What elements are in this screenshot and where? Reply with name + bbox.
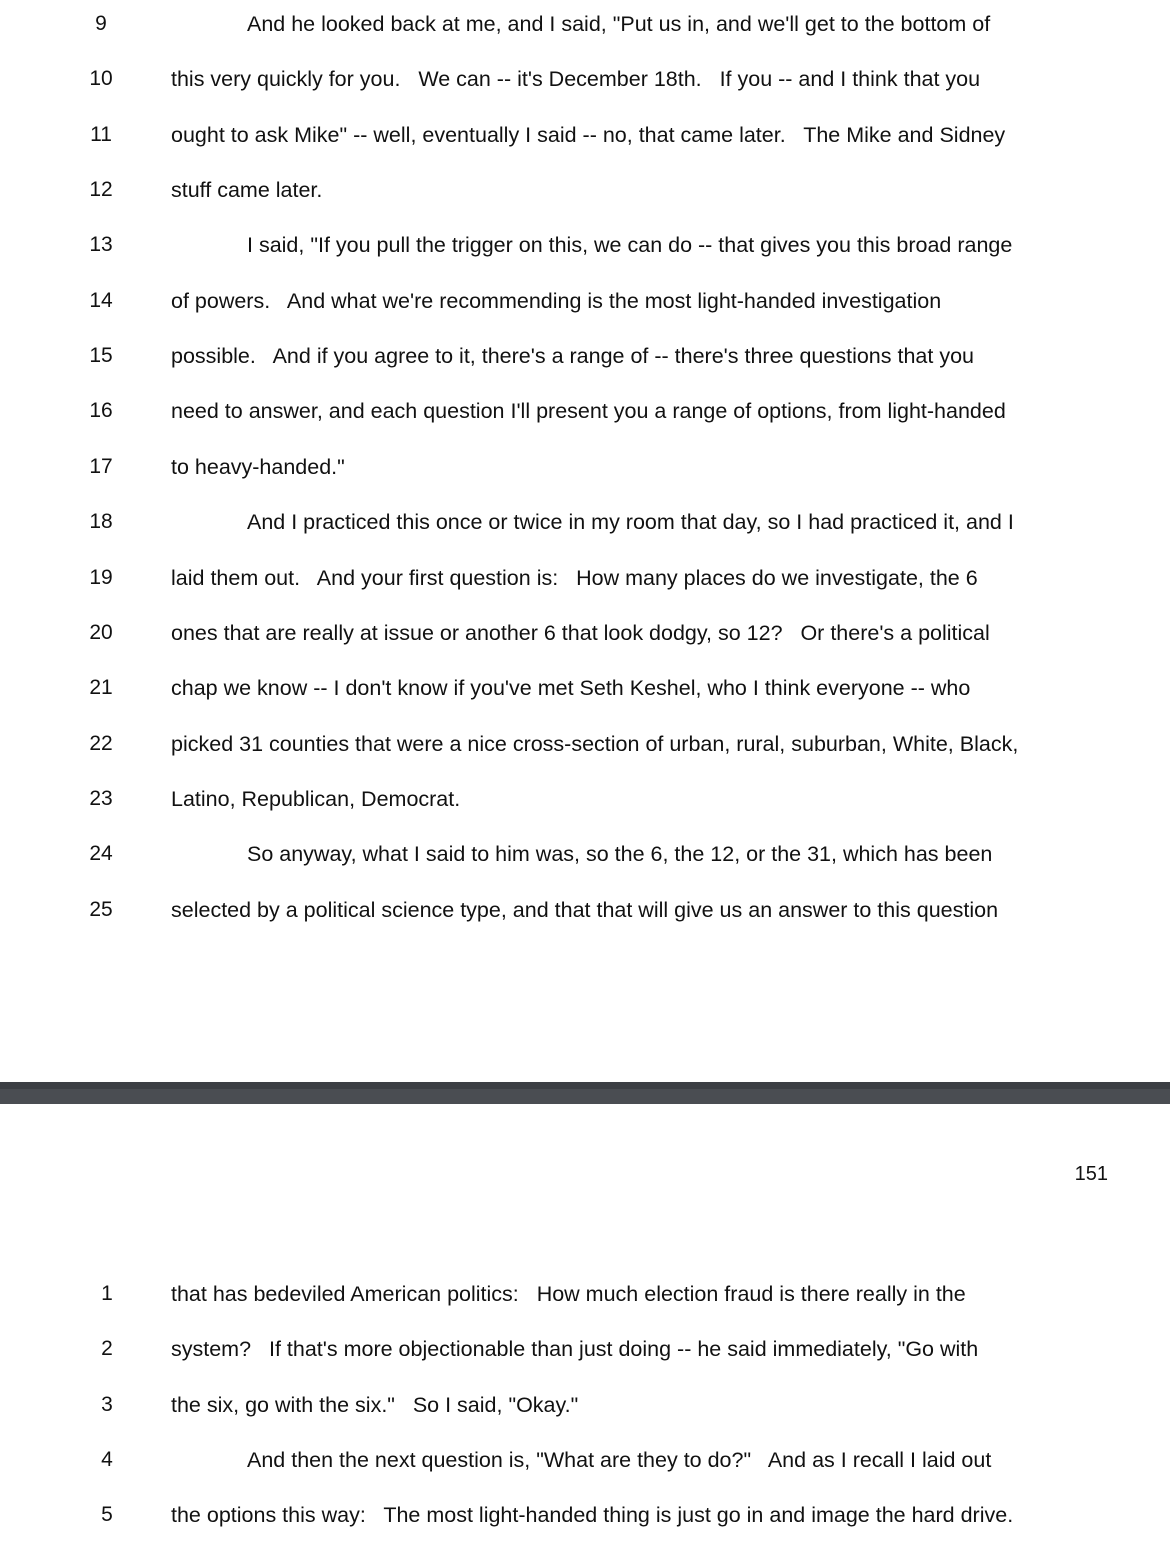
line-number: 15 [89,344,113,368]
line-text: chap we know -- I don't know if you've met Seth Keshel, who I think everyone -- who [171,676,971,701]
line-number: 18 [89,510,113,534]
line-text: And he looked back at me, and I said, "Put us in, and we'll get to the bottom of [247,12,991,36]
line-text: need to answer, and each question I'll present you a range of options, from light-handed [171,399,1006,424]
line-text: ought to ask Mike" -- well, eventually I said -- no, that came later. The Mike and Sidney [171,122,1006,147]
line-number: 4 [101,1448,113,1472]
line-number: 11 [90,122,112,146]
line-number: 10 [89,67,113,91]
line-text: the six, go with the six." So I said, "Okay." [171,1392,579,1417]
line-text: ones that are really at issue or another 6 that look dodgy, so 12? Or there's a political [171,620,990,645]
line-text: I said, "If you pull the trigger on this, we can do -- that gives you this broad range [247,233,1013,258]
transcript-line [0,1495,1170,1535]
transcript-line [0,115,1170,155]
line-text: So anyway, what I said to him was, so the 6, the 12, or the 31, which has been [247,842,993,867]
line-text: the options this way: The most light-handed thing is just go in and image the hard drive. [171,1503,1014,1528]
transcript-line [0,447,1170,487]
transcript-line [0,1274,1170,1314]
line-number: 24 [89,842,113,866]
line-text: to heavy-handed." [171,454,345,479]
line-text: possible. And if you agree to it, there's a range of -- there's three questions that you [171,344,974,369]
line-number: 25 [89,897,113,921]
line-text: that has bedeviled American politics: How much election fraud is there really in the [171,1282,966,1306]
line-text: Latino, Republican, Democrat. [171,786,461,811]
transcript-line [0,59,1170,99]
transcript-line [0,4,1170,44]
transcript-line [0,1329,1170,1369]
transcript-line [0,558,1170,598]
line-text: this very quickly for you. We can -- it's December 18th. If you -- and I think that you [171,67,981,92]
line-text: stuff came later. [171,178,323,203]
transcript-line [0,724,1170,764]
line-number: 3 [101,1392,113,1416]
line-number: 16 [89,399,113,423]
transcript-line [0,391,1170,431]
line-number: 12 [89,178,113,202]
line-number: 20 [89,620,113,644]
line-number: 13 [89,233,113,257]
line-text: And then the next question is, "What are they to do?" And as I recall I laid out [247,1448,992,1473]
transcript-line [0,336,1170,376]
transcript-line [0,170,1170,210]
line-number: 17 [89,454,113,478]
transcript-line [0,668,1170,708]
line-number: 22 [89,731,113,755]
line-number: 21 [89,676,113,700]
line-text: of powers. And what we're recommending is the most light-handed investigation [171,288,942,313]
transcript-line [0,281,1170,321]
transcript-page-lower [0,1104,1170,1548]
line-number: 2 [101,1337,113,1361]
page-separator [0,1082,1170,1104]
line-number: 5 [101,1503,113,1527]
line-text: picked 31 counties that were a nice cross-section of urban, rural, suburban, White, Black, [171,731,1019,756]
line-number: 9 [95,12,107,35]
transcript-line [0,613,1170,653]
line-text: laid them out. And your first question is: How many places do we investigate, the 6 [171,565,978,590]
transcript-line [0,1440,1170,1480]
transcript-line [0,225,1170,265]
line-number: 14 [89,288,113,312]
line-text: selected by a political science type, and that that will give us an answer to this question [171,897,999,922]
transcript-line [0,1385,1170,1425]
line-number: 1 [101,1282,113,1305]
line-text: And I practiced this once or twice in my room that day, so I had practiced it, and I [247,510,1014,535]
transcript-line [0,890,1170,930]
transcript-line [0,834,1170,874]
line-text: system? If that's more objectionable than just doing -- he said immediately, "Go with [171,1337,979,1362]
line-number: 23 [89,786,113,810]
transcript-line [0,502,1170,542]
page-separator-shadow [0,1082,1170,1089]
line-number: 19 [89,565,113,589]
transcript-line [0,779,1170,819]
page-number: 151 [1074,1163,1108,1185]
